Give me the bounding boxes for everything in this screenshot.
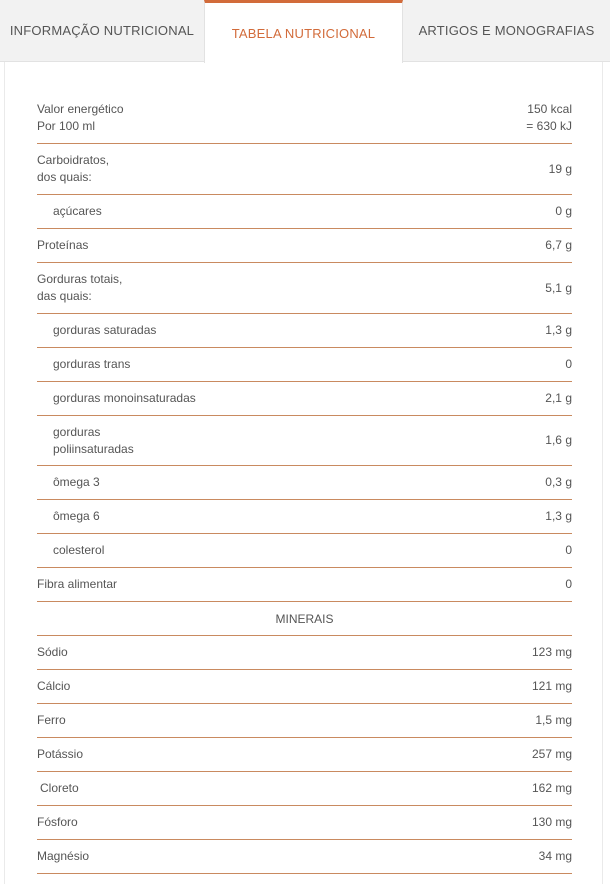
row-label: gorduras trans — [53, 357, 131, 371]
table-row — [37, 144, 572, 195]
table-row — [37, 568, 572, 602]
row-value: 1,3 g — [545, 323, 572, 337]
table-row-energy — [37, 93, 572, 144]
table-row — [37, 500, 572, 534]
table-row — [37, 195, 572, 229]
row-value: 0 — [565, 577, 572, 591]
row-value: 1,5 mg — [535, 713, 572, 727]
row-value: 5,1 g — [545, 280, 572, 295]
row-value: 1,3 g — [545, 509, 572, 523]
row-label: ômega 6 — [53, 509, 100, 523]
row-label: Valor energético — [37, 102, 124, 116]
table-row — [37, 534, 572, 568]
row-label: Potássio — [37, 747, 84, 761]
row-label-secondary: das quais: — [37, 289, 92, 303]
table-row — [37, 806, 572, 840]
row-label: gorduras monoinsaturadas — [53, 391, 196, 405]
table-row — [37, 704, 572, 738]
row-label: Magnésio — [37, 849, 90, 863]
row-label: gorduras — [53, 424, 101, 439]
row-value: 123 mg — [531, 645, 572, 659]
table-row — [37, 416, 572, 466]
table-row — [37, 670, 572, 704]
tab-articles-monographs[interactable]: ARTIGOS E MONOGRAFIAS — [418, 23, 595, 38]
row-label-secondary: dos quais: — [37, 170, 92, 184]
row-value: 0 — [565, 543, 572, 557]
table-row — [37, 636, 572, 670]
row-value: 257 mg — [531, 747, 572, 761]
tab-panel — [4, 62, 603, 884]
row-label: Cloreto — [40, 781, 79, 795]
tab-nutritional-table[interactable]: TABELA NUTRICIONAL — [204, 0, 403, 63]
row-label: Cálcio — [37, 679, 71, 693]
table-row — [37, 772, 572, 806]
minerals-heading: MINERAIS — [37, 602, 572, 636]
tab-bar — [0, 0, 610, 62]
row-value: 150 kcal — [527, 102, 572, 116]
table-row — [37, 466, 572, 500]
row-label: Proteínas — [37, 238, 89, 252]
row-label: Carboidratos, — [37, 153, 110, 167]
row-label: Fibra alimentar — [37, 577, 118, 591]
table-row — [37, 382, 572, 416]
row-label-secondary: poliinsaturadas — [53, 441, 134, 456]
row-label-secondary: Por 100 ml — [37, 119, 96, 133]
row-value-secondary: = 630 kJ — [526, 119, 572, 133]
row-label: açúcares — [53, 204, 102, 218]
row-value: 0 g — [555, 204, 572, 218]
row-value: 121 mg — [531, 679, 572, 693]
table-row — [37, 314, 572, 348]
row-label: Ferro — [37, 713, 66, 727]
row-value: 1,6 g — [545, 433, 572, 447]
row-value: 2,1 g — [545, 391, 572, 405]
row-label: Gorduras totais, — [37, 272, 123, 286]
row-label: Sódio — [37, 645, 68, 659]
table-row — [37, 840, 572, 874]
table-row — [37, 738, 572, 772]
row-label: ômega 3 — [53, 475, 100, 489]
nutrition-table — [37, 93, 572, 874]
row-value: 162 mg — [531, 781, 572, 795]
table-row — [37, 263, 572, 314]
row-value: 0,3 g — [545, 475, 572, 489]
row-value: 19 g — [548, 161, 572, 176]
table-row — [37, 229, 572, 263]
row-label: gorduras saturadas — [53, 323, 157, 337]
table-row — [37, 348, 572, 382]
tab-nutritional-information[interactable]: INFORMAÇÃO NUTRICIONAL — [9, 23, 195, 38]
row-value: 0 — [565, 357, 572, 371]
row-label: colesterol — [53, 543, 105, 557]
row-value: 6,7 g — [545, 238, 572, 252]
row-value: 34 mg — [538, 849, 572, 863]
row-value: 130 mg — [531, 815, 572, 829]
row-label: Fósforo — [37, 815, 78, 829]
